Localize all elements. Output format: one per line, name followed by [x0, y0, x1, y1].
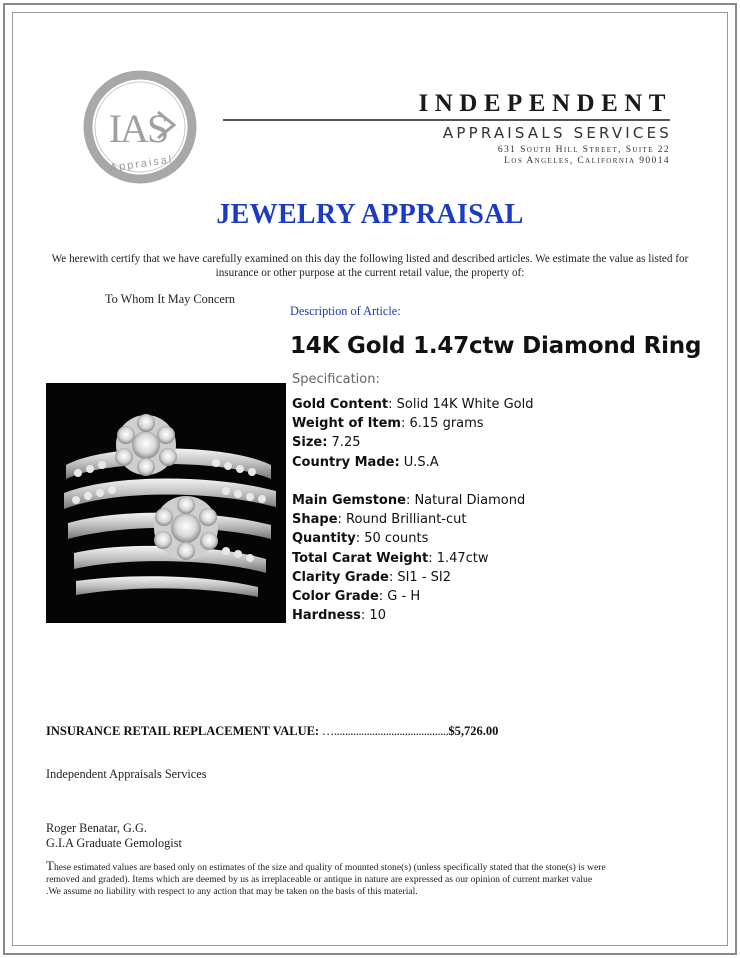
- company-address-line1: 631 South Hill Street, Suite 22: [497, 145, 670, 155]
- ias-logo: [80, 70, 200, 185]
- replacement-value-amount: $5,726.00: [448, 724, 499, 738]
- header-rule: [223, 119, 670, 121]
- signer-company: Independent Appraisals Services: [46, 767, 207, 781]
- item-title: 14K Gold 1.47ctw Diamond Ring: [290, 333, 702, 359]
- spec-quantity: Quantity: 50 counts: [292, 531, 429, 547]
- company-name: INDEPENDENT: [418, 90, 672, 117]
- ring-photo: [46, 383, 286, 623]
- spec-shape: Shape: Round Brilliant-cut: [292, 512, 467, 528]
- disclaimer: [46, 860, 606, 898]
- spec-hardness: Hardness: 10: [292, 608, 386, 624]
- specifications-list: [292, 395, 533, 625]
- spec-country: Country Made: U.S.A: [292, 454, 439, 470]
- description-label: Description of Article:: [290, 304, 401, 318]
- logo-monogram: IAS: [108, 106, 168, 151]
- logo-word: Appraisal: [109, 153, 175, 175]
- spec-total-carat: Total Carat Weight: 1.47ctw: [292, 550, 489, 566]
- spec-spacer: [292, 472, 533, 491]
- spec-clarity: Clarity Grade: SI1 - SI2: [292, 569, 452, 585]
- signer-title: G.I.A Graduate Gemologist: [46, 836, 182, 850]
- spec-color: Color Grade: G - H: [292, 589, 421, 605]
- company-subtitle: APPRAISALS SERVICES: [442, 124, 672, 142]
- document-title: JEWELRY APPRAISAL: [216, 199, 524, 230]
- disclaimer-initial: T: [46, 858, 54, 873]
- replacement-value-dots: …..........................................: [319, 724, 449, 738]
- spec-weight: Weight of Item: 6.15 grams: [292, 416, 484, 432]
- spec-gold-content: Gold Content: Solid 14K White Gold: [292, 397, 534, 412]
- replacement-value-line: [46, 724, 498, 739]
- company-address-line2: Los Angeles, California 90014: [504, 156, 670, 166]
- spec-size: Size: 7.25: [292, 435, 361, 451]
- specification-label: Specification:: [292, 372, 380, 387]
- recipient: To Whom It May Concern: [105, 292, 236, 306]
- replacement-value-label: INSURANCE RETAIL REPLACEMENT VALUE:: [46, 724, 320, 738]
- certify-text: We herewith certify that we have carefully examined on this day the following listed and described articles. We estimate the value as listed for insurance or other purpose at the current retail value, the property of:: [51, 253, 689, 279]
- disclaimer-text: hese estimated values are based only on estimates of the size and quality of mounted stone(s) (unless specifically stated that the stone(s) is were removed and graded). Items which are deemed by us as irreplaceable or antique in nature are expressed as our opinion of current market value .We assume no liability with respect to any action that may be taken on the basis of this material.: [46, 862, 606, 897]
- signer-name: Roger Benatar, G.G.: [46, 821, 147, 835]
- spec-main-gemstone: Main Gemstone: Natural Diamond: [292, 493, 526, 508]
